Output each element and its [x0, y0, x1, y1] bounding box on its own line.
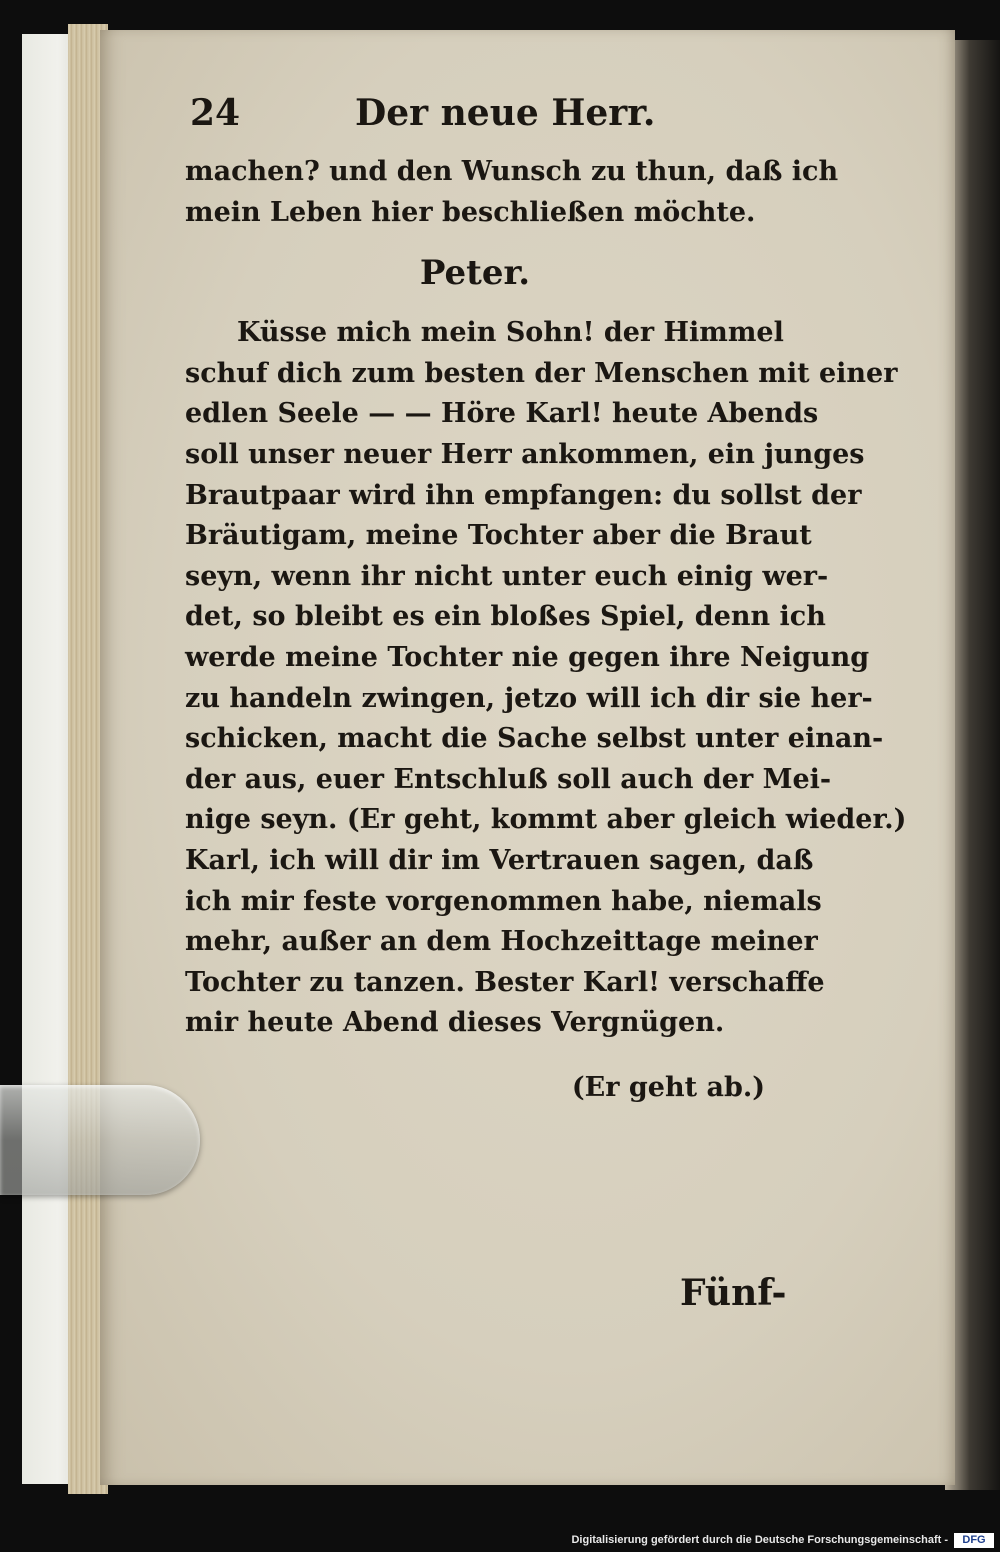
text-line: nige seyn. (Er geht, kommt aber gleich wieder.) [185, 804, 907, 836]
text-line: det, so bleibt es ein bloßes Spiel, denn ich [185, 601, 826, 633]
text-line: Tochter zu tanzen. Bester Karl! verschaffe [185, 966, 825, 998]
glass-page-holder [0, 1085, 200, 1195]
text-line: edlen Seele — — Höre Karl! heute Abends [185, 398, 819, 430]
running-head: Der neue Herr. [355, 92, 656, 134]
digitization-credit: Digitalisierung gefördert durch die Deutsche Forschungsgemeinschaft - [571, 1534, 948, 1546]
text-line: mein Leben hier beschließen möchte. [185, 196, 756, 228]
page-header [190, 92, 750, 142]
text-line: schuf dich zum besten der Menschen mit einer [185, 357, 898, 389]
stage-direction: (Er geht ab.) [571, 1071, 765, 1103]
text-line: seyn, wenn ihr nicht unter euch einig wer- [185, 560, 829, 592]
text-line: ich mir feste vorgenommen habe, niemals [185, 885, 822, 917]
text-line: werde meine Tochter nie gegen ihre Neigung [185, 641, 870, 673]
dfg-logo-icon: DFG [954, 1533, 994, 1548]
text-line: Karl, ich will dir im Vertrauen sagen, daß [185, 844, 814, 876]
text-line: Brautpaar wird ihn empfangen: du sollst der [185, 479, 862, 511]
text-line: der aus, euer Entschluß soll auch der Mei- [185, 763, 832, 795]
text-line: machen? und den Wunsch zu thun, daß ich [185, 156, 839, 187]
text-line: schicken, macht die Sache selbst unter einan- [185, 723, 884, 755]
text-line: zu handeln zwingen, jetzo will ich dir sie her- [185, 682, 873, 714]
speaker-heading: Peter. [419, 253, 531, 294]
text-line: Bräutigam, meine Tochter aber die Braut [185, 520, 812, 552]
text-line: soll unser neuer Herr ankommen, ein junges [185, 438, 865, 470]
page-number: 24 [190, 92, 241, 134]
catchword: Fünf- [680, 1272, 787, 1314]
text-block [185, 152, 907, 1108]
footer-bar [0, 1530, 1000, 1552]
text-line: mir heute Abend dieses Vergnügen. [185, 1007, 725, 1039]
text-line: Küsse mich mein Sohn! der Himmel [237, 317, 784, 349]
text-line: mehr, außer an dem Hochzeittage meiner [185, 926, 818, 958]
